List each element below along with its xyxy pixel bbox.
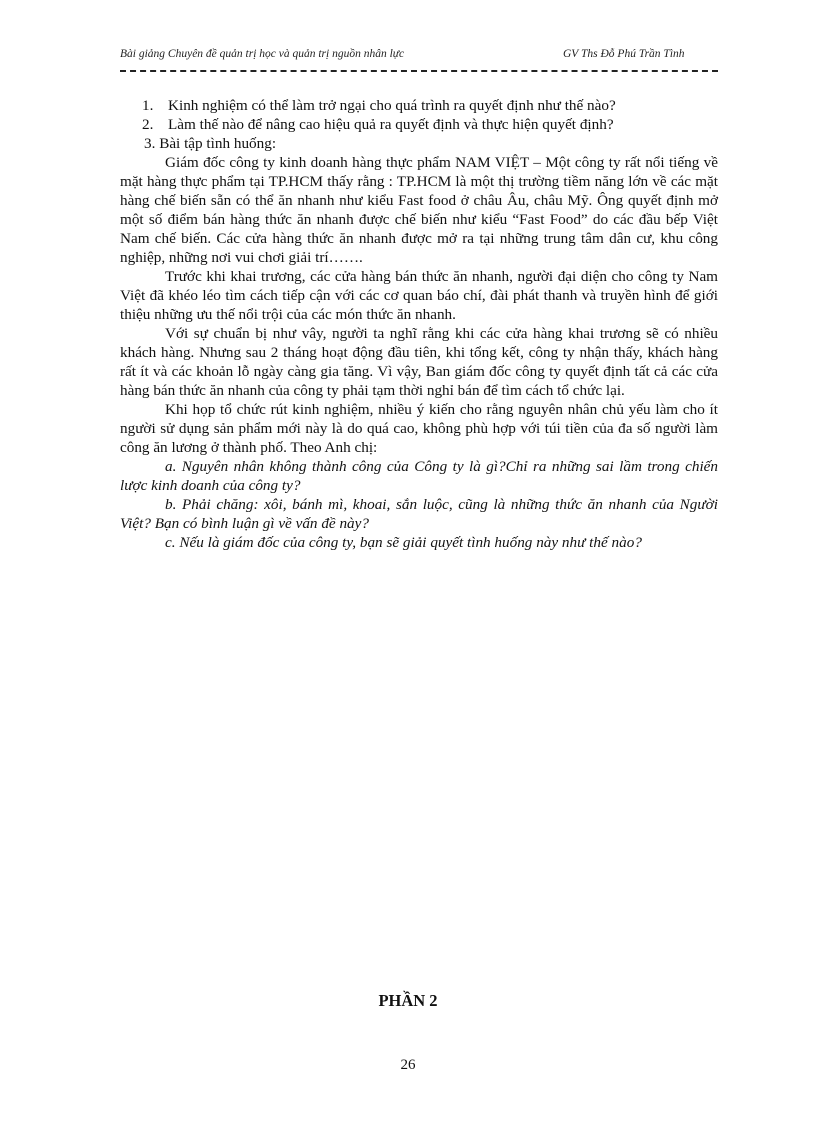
question-text: Kinh nghiệm có thể làm trở ngại cho quá trình ra quyết định như thế nào? bbox=[168, 97, 616, 114]
question-number: 1. bbox=[142, 97, 154, 114]
header-divider bbox=[120, 70, 718, 72]
question-text: Làm thế nào để nâng cao hiệu quả ra quyết định và thực hiện quyết định? bbox=[168, 116, 614, 133]
header-course-title: Bài giảng Chuyên đề quản trị học và quản trị nguồn nhân lực bbox=[120, 48, 405, 60]
question-item bbox=[120, 115, 718, 134]
case-paragraph: Trước khi khai trương, các cửa hàng bán thức ăn nhanh, người đại diện cho công ty Nam Việt đã khéo léo tìm cách tiếp cận với các cơ quan báo chí, đài phát thanh và truyền hình để giới thiệu những ưu thế nổi trội của các món thức ăn nhanh. bbox=[120, 268, 718, 323]
case-paragraph: Giám đốc công ty kinh doanh hàng thực phẩm NAM VIỆT – Một công ty rất nổi tiếng về mặt hàng thực phẩm tại TP.HCM thấy rằng : TP.HCM là một thị trường tiềm năng lớn về các mặt hàng chế biến sẵn có thể ăn nhanh như kiểu Fast food ở châu Âu, châu Mỹ. Ông quyết định mở một số điểm bán hàng thức ăn nhanh được chế biến như kiểu “Fast Food” do các đầu bếp Việt Nam chế biến. Các cửa hàng thức ăn nhanh được mở ra tại những trung tâm dân cư, khu công nghiệp, những nơi vui chơi giải trí……. bbox=[120, 154, 718, 266]
question-item bbox=[120, 96, 718, 115]
case-paragraph: Khi họp tổ chức rút kinh nghiệm, nhiều ý kiến cho rằng nguyên nhân chủ yếu làm cho ít người sử dụng sản phẩm mới này là do quá cao, không phù hợp với túi tiền của đa số người làm công ăn lương ở thành phố. Theo Anh chị: bbox=[120, 401, 718, 456]
exercise-title: 3. Bài tập tình huống: bbox=[144, 135, 277, 152]
question-number: 2. bbox=[142, 116, 154, 133]
page-body bbox=[120, 96, 718, 552]
page-number: 26 bbox=[400, 1057, 416, 1073]
case-paragraph: Với sự chuẩn bị như vây, người ta nghĩ rằng khi các cửa hàng khai trương sẽ có nhiều khách hàng. Nhưng sau 2 tháng hoạt động đầu tiên, khi tổng kết, công ty nhận thấy, khách hàng rất ít và các khoản lỗ ngày càng gia tăng. Vì vậy, Ban giám đốc công ty quyết định tất cả các cửa hàng bán thức ăn nhanh của công ty phải tạm thời nghỉ bán để tìm cách tổ chức lại. bbox=[120, 325, 718, 399]
question-list bbox=[120, 96, 718, 134]
sub-question: a. Nguyên nhân không thành công của Công ty là gì?Chỉ ra những sai lầm trong chiến lược kinh doanh của công ty? bbox=[120, 458, 718, 494]
sub-question: b. Phải chăng: xôi, bánh mì, khoai, sắn luộc, cũng là những thức ăn nhanh của Người Việt? Bạn có bình luận gì về vấn đề này? bbox=[120, 496, 718, 532]
sub-question: c. Nếu là giám đốc của công ty, bạn sẽ giải quyết tình huống này như thế nào? bbox=[165, 534, 642, 551]
part-title: PHẦN 2 bbox=[378, 991, 438, 1010]
header-author: GV Ths Đỗ Phú Trần Tình bbox=[563, 48, 685, 60]
